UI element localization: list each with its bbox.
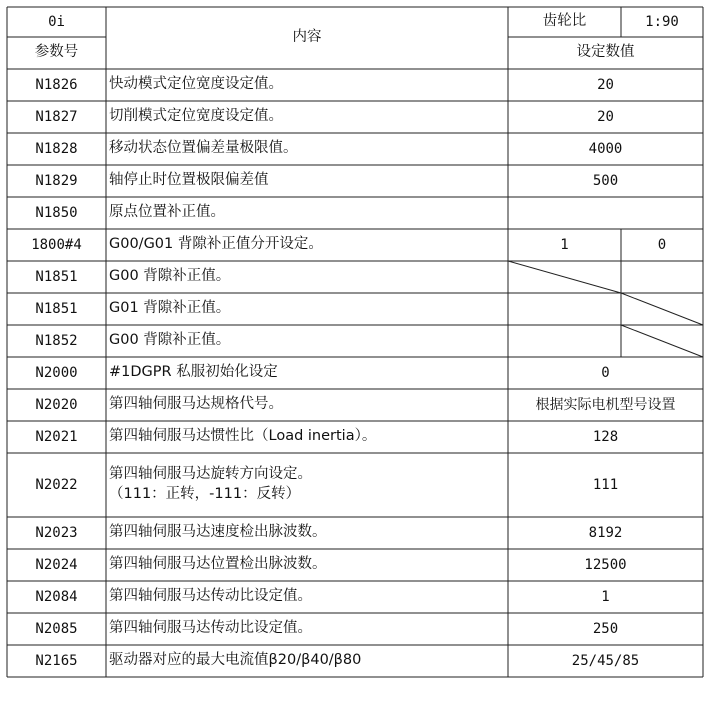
param-description (106, 581, 508, 613)
param-description-line: 第四轴伺服马达旋转方向设定。 (109, 466, 312, 483)
param-description-line: 切削模式定位宽度设定值。 (109, 108, 283, 125)
header-content: 内容 (292, 29, 322, 46)
param-number: N1826 (35, 76, 78, 93)
param-number: N1829 (35, 172, 78, 189)
param-description (106, 645, 508, 677)
param-description-line: 快动模式定位宽度设定值。 (109, 76, 283, 93)
param-description-line: G00/G01 背隙补正值分开设定。 (109, 236, 323, 253)
header-param-no: 参数号 (34, 44, 79, 61)
param-description (106, 101, 508, 133)
set-value: 8192 (588, 524, 623, 541)
param-number: N2021 (35, 428, 78, 445)
param-number: N2020 (35, 396, 78, 413)
header-set-value: 设定数值 (576, 44, 635, 61)
param-description (106, 421, 508, 453)
parameter-table (7, 7, 703, 677)
param-number: N2000 (35, 364, 78, 381)
set-value: 0 (601, 364, 610, 381)
param-description (106, 613, 508, 645)
param-description (106, 197, 508, 229)
param-description-line: 原点位置补正值。 (109, 204, 225, 221)
param-description (106, 229, 508, 261)
header-model: 0i (48, 13, 65, 30)
set-value (508, 197, 703, 229)
set-value: 20 (597, 108, 614, 125)
param-number: N2085 (35, 620, 78, 637)
param-number: N2165 (35, 652, 78, 669)
param-description (106, 293, 508, 325)
param-description-line: （111：正转，-111：反转） (109, 486, 301, 502)
param-description (106, 517, 508, 549)
set-value-a: 1 (560, 236, 569, 253)
param-description (106, 389, 508, 421)
set-value (508, 261, 703, 293)
param-description (106, 69, 508, 101)
set-value: 4000 (588, 140, 623, 157)
param-description-line: 第四轴伺服马达位置检出脉波数。 (109, 556, 327, 573)
set-value: 根据实际电机型号设置 (535, 396, 676, 413)
param-number: N1851 (35, 268, 78, 285)
header-gear-ratio-value: 1:90 (645, 13, 679, 30)
param-description (106, 357, 508, 389)
set-value: 500 (592, 172, 619, 189)
param-description-line: G00 背隙补正值。 (109, 268, 231, 285)
param-description-line: #1DGPR 私服初始化设定 (109, 364, 278, 381)
set-value: 111 (592, 476, 619, 493)
param-number: N1828 (35, 140, 78, 157)
set-value: 1 (601, 588, 610, 605)
param-number: N2084 (35, 588, 78, 605)
param-description-line: G01 背隙补正值。 (109, 300, 231, 317)
param-description (106, 133, 508, 165)
param-number: N1827 (35, 108, 78, 125)
param-description-line: 第四轴伺服马达传动比设定值。 (109, 588, 312, 605)
param-description (106, 165, 508, 197)
param-number: N2023 (35, 524, 78, 541)
param-description-line: 第四轴伺服马达规格代号。 (109, 396, 283, 413)
param-number: N1850 (35, 204, 78, 221)
param-description (106, 325, 508, 357)
set-value (508, 293, 703, 325)
header-gear-ratio-label: 齿轮比 (542, 13, 587, 30)
set-value: 128 (592, 428, 619, 445)
param-number: N1852 (35, 332, 78, 349)
param-description-line: 第四轴伺服马达速度检出脉波数。 (109, 524, 327, 541)
set-value: 250 (592, 620, 619, 637)
param-number: N2022 (35, 476, 78, 493)
set-value: 20 (597, 76, 614, 93)
param-number: N2024 (35, 556, 78, 573)
param-description-line: 第四轴伺服马达传动比设定值。 (109, 620, 312, 637)
set-value: 12500 (584, 556, 627, 573)
set-value (508, 325, 703, 357)
param-number: 1800#4 (31, 236, 82, 253)
param-description-line: G00 背隙补正值。 (109, 332, 231, 349)
param-description-line: 移动状态位置偏差量极限值。 (109, 140, 298, 157)
param-description-line: 第四轴伺服马达惯性比（Load inertia）。 (109, 428, 377, 445)
set-value: 25/45/85 (571, 652, 640, 669)
param-description (106, 549, 508, 581)
set-value-b: 0 (657, 236, 667, 253)
param-number: N1851 (35, 300, 78, 317)
param-description-line: 轴停止时位置极限偏差值 (109, 172, 269, 189)
param-description (106, 453, 508, 517)
param-description (106, 261, 508, 293)
param-description-line: 驱动器对应的最大电流值β20/β40/β80 (109, 652, 362, 669)
